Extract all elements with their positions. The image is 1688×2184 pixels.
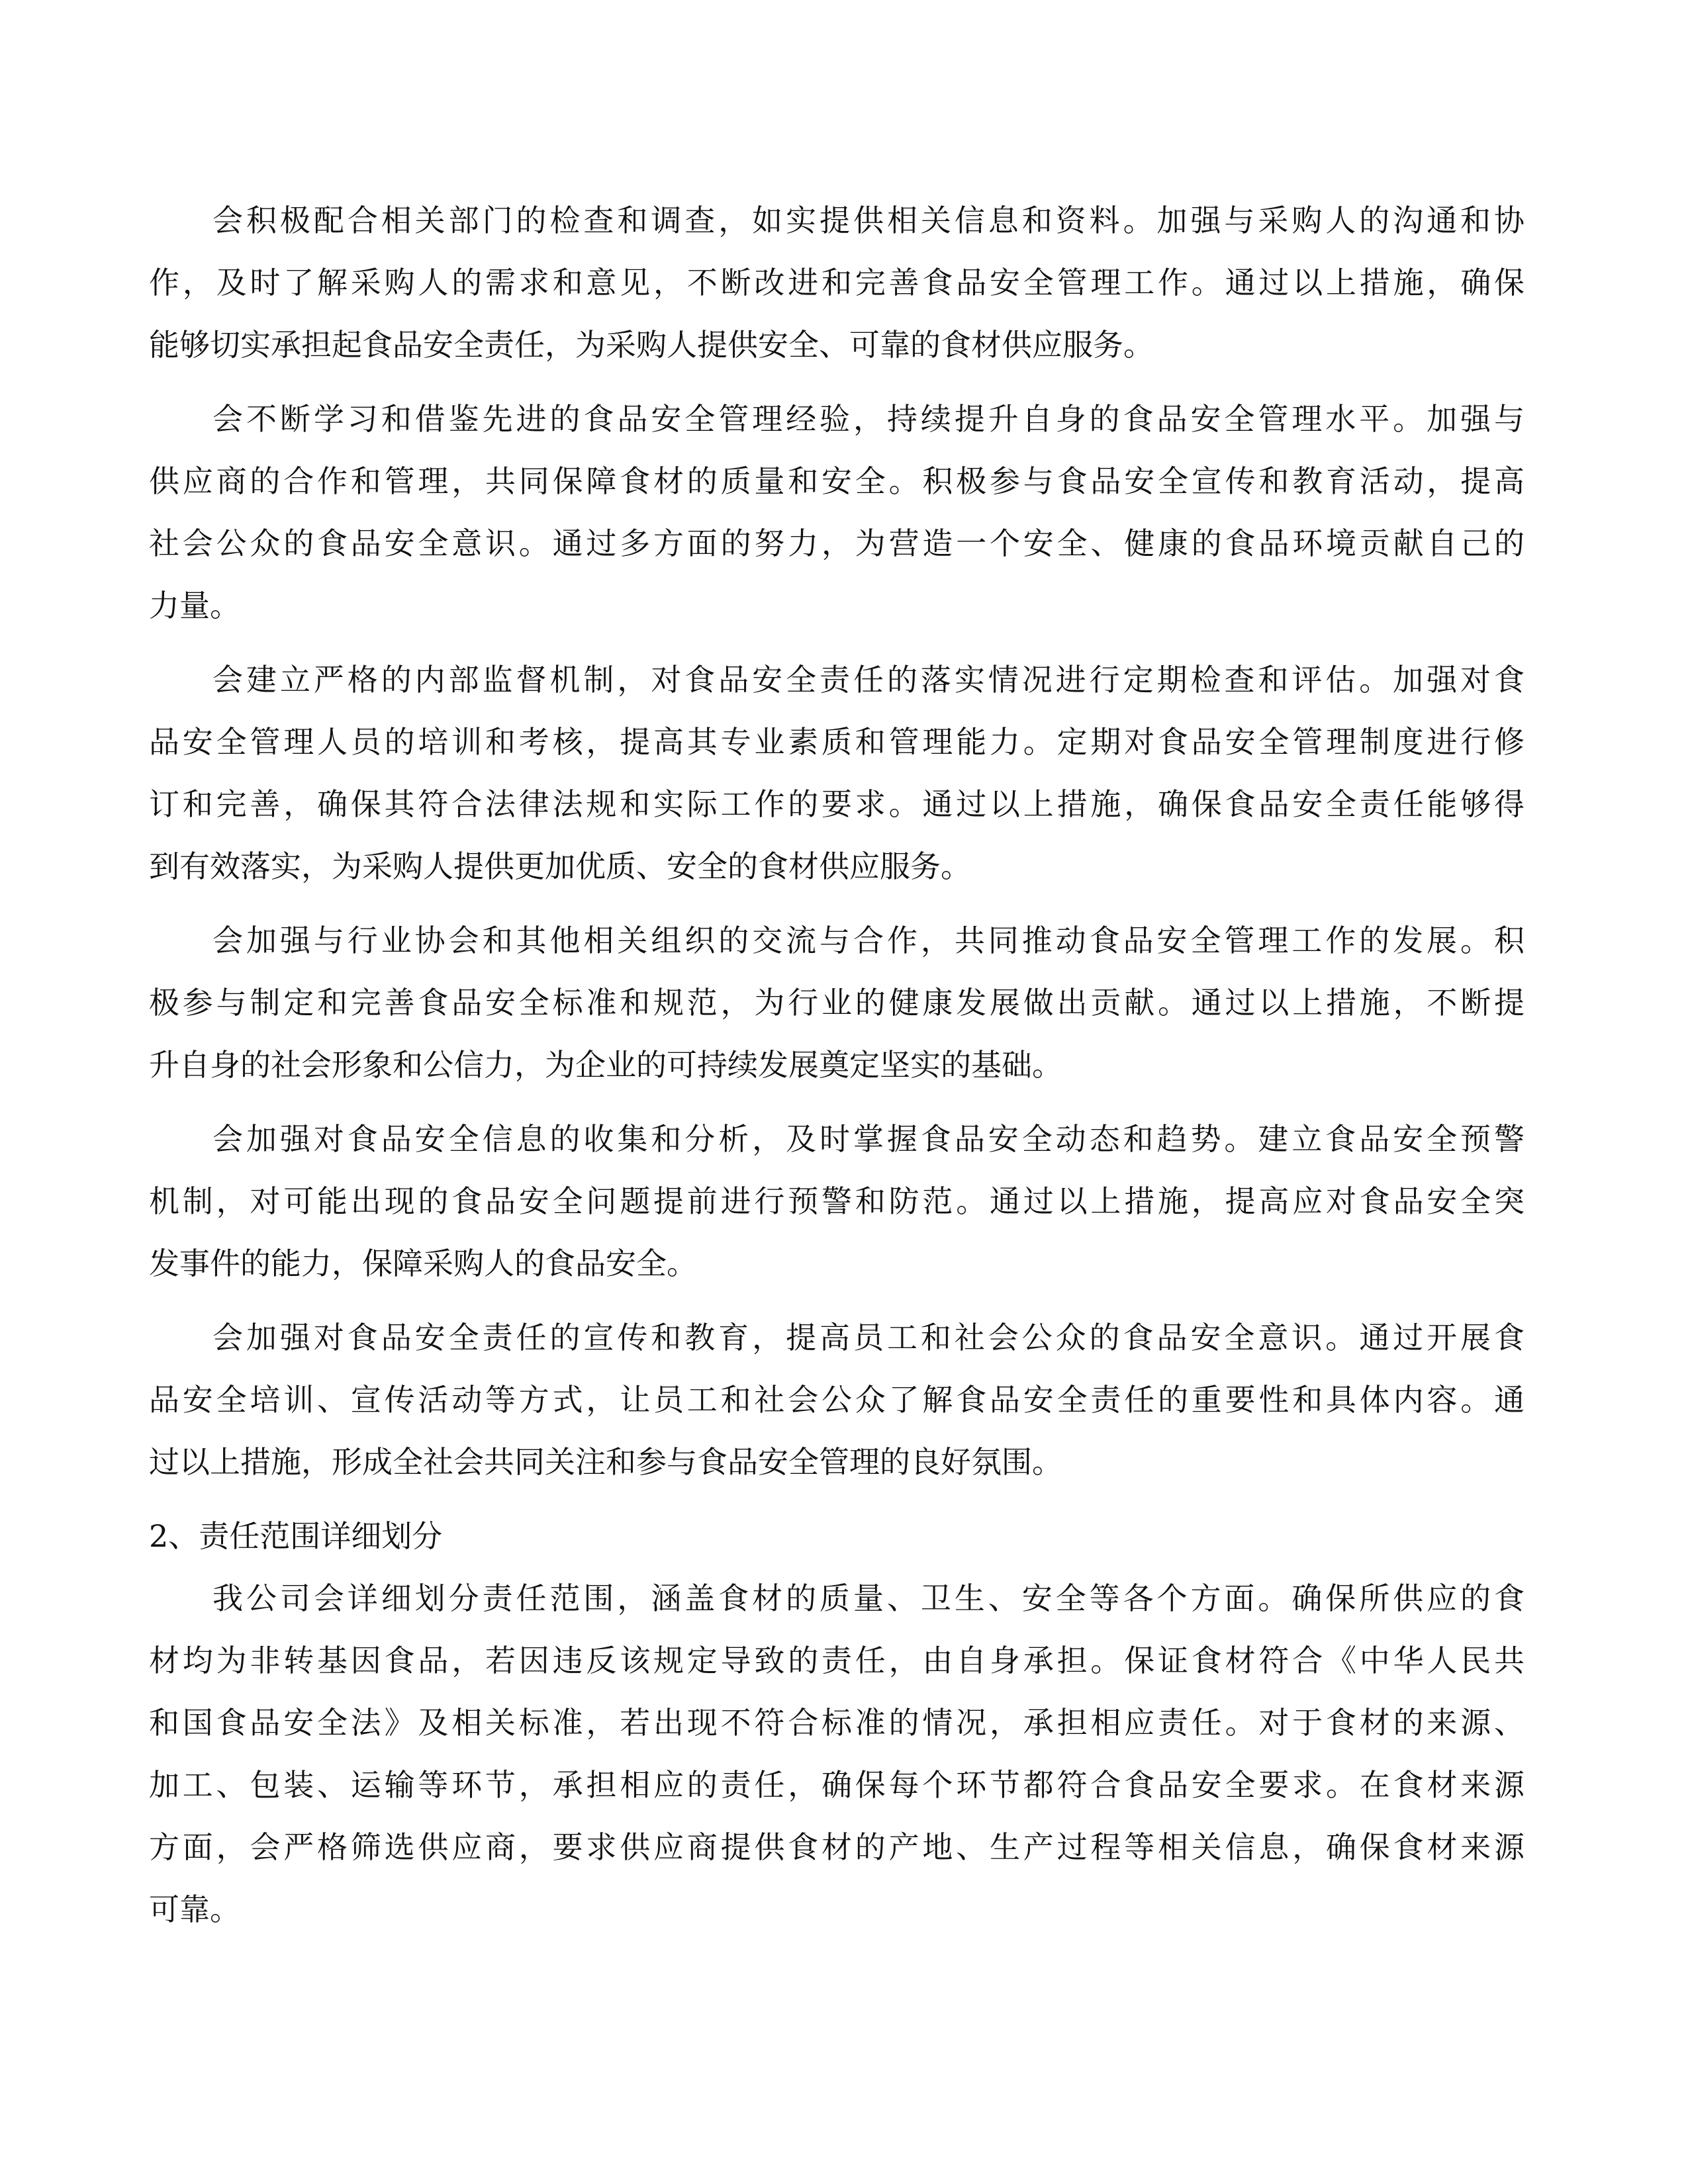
- paragraph-line: 会不断学习和借鉴先进的食品安全管理经验，持续提升自身的食品安全管理水平。加强与: [212, 401, 1524, 437]
- paragraph-line: 会加强对食品安全信息的收集和分析，及时掌握食品安全动态和趋势。建立食品安全预警: [212, 1121, 1524, 1157]
- paragraph-line: 升自身的社会形象和公信力，为企业的可持续发展奠定坚实的基础。: [149, 1047, 1062, 1083]
- paragraph-line: 会加强对食品安全责任的宣传和教育，提高员工和社会公众的食品安全意识。通过开展食: [212, 1320, 1524, 1355]
- paragraph-line: 品安全培训、宣传活动等方式，让员工和社会公众了解食品安全责任的重要性和具体内容。通: [149, 1382, 1524, 1418]
- paragraph-line: 极参与制定和完善食品安全标准和规范，为行业的健康发展做出贡献。通过以上措施，不断提: [149, 985, 1524, 1021]
- paragraph-line: 材均为非转基因食品，若因违反该规定导致的责任，由自身承担。保证食材符合《中华人民共: [149, 1643, 1524, 1678]
- paragraph-line: 供应商的合作和管理，共同保障食材的质量和安全。积极参与食品安全宣传和教育活动，提高: [149, 463, 1524, 499]
- paragraph-line: 品安全管理人员的培训和考核，提高其专业素质和管理能力。定期对食品安全管理制度进行修: [149, 724, 1524, 760]
- paragraph-line: 过以上措施，形成全社会共同关注和参与食品安全管理的良好氛围。: [149, 1444, 1062, 1480]
- paragraph-line: 可靠。: [149, 1891, 240, 1927]
- paragraph-line: 到有效落实，为采购人提供更加优质、安全的食材供应服务。: [149, 848, 971, 884]
- paragraph-line: 作，及时了解采购人的需求和意见，不断改进和完善食品安全管理工作。通过以上措施，确保: [149, 265, 1524, 300]
- paragraph-line: 会积极配合相关部门的检查和调查，如实提供相关信息和资料。加强与采购人的沟通和协: [212, 203, 1524, 238]
- paragraph-line: 加工、包装、运输等环节，承担相应的责任，确保每个环节都符合食品安全要求。在食材来源: [149, 1767, 1524, 1803]
- paragraph: [149, 1567, 1524, 1940]
- body-paragraphs: [149, 189, 1524, 1493]
- paragraph-line: 机制，对可能出现的食品安全问题提前进行预警和防范。通过以上措施，提高应对食品安全突: [149, 1183, 1524, 1219]
- paragraph: [149, 189, 1524, 376]
- paragraph-line: 和国食品安全法》及相关标准，若出现不符合标准的情况，承担相应责任。对于食材的来源、: [149, 1705, 1524, 1741]
- section-heading: 2、责任范围详细划分: [149, 1518, 443, 1554]
- paragraph-line: 会建立严格的内部监督机制，对食品安全责任的落实情况进行定期检查和评估。加强对食: [212, 662, 1524, 698]
- section-paragraph-container: [149, 1567, 1524, 1940]
- paragraph-line: 力量。: [149, 588, 240, 623]
- paragraph: [149, 909, 1524, 1096]
- paragraph-line: 社会公众的食品安全意识。通过多方面的努力，为营造一个安全、健康的食品环境贡献自己的: [149, 525, 1524, 561]
- paragraph-line: 方面，会严格筛选供应商，要求供应商提供食材的产地、生产过程等相关信息，确保食材来源: [149, 1829, 1524, 1865]
- document-page: [149, 189, 1524, 1952]
- paragraph: [149, 1108, 1524, 1295]
- paragraph-line: 会加强与行业协会和其他相关组织的交流与合作，共同推动食品安全管理工作的发展。积: [212, 923, 1524, 958]
- paragraph-line: 订和完善，确保其符合法律法规和实际工作的要求。通过以上措施，确保食品安全责任能够得: [149, 786, 1524, 822]
- paragraph: [149, 388, 1524, 637]
- paragraph-line: 能够切实承担起食品安全责任，为采购人提供安全、可靠的食材供应服务。: [149, 327, 1154, 363]
- paragraph-line: 发事件的能力，保障采购人的食品安全。: [149, 1246, 697, 1281]
- paragraph: [149, 649, 1524, 897]
- paragraph-line: 我公司会详细划分责任范围，涵盖食材的质量、卫生、安全等各个方面。确保所供应的食: [212, 1580, 1524, 1616]
- paragraph: [149, 1306, 1524, 1493]
